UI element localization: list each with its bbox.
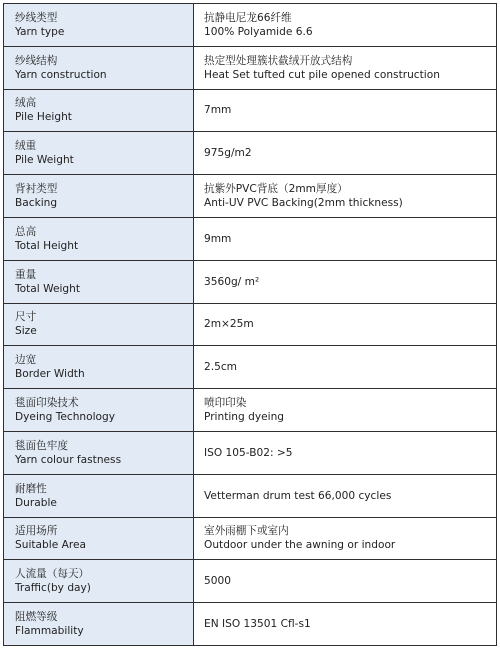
spec-value-line: 5000 xyxy=(204,575,231,588)
spec-label-en: Border Width xyxy=(15,368,85,381)
spec-row xyxy=(4,560,497,603)
spec-value-line: Vetterman drum test 66,000 cycles xyxy=(204,489,392,502)
spec-value-cell xyxy=(194,517,497,560)
spec-value-cell xyxy=(194,303,497,346)
spec-value-line: Heat Set tufted cut pile opened construction xyxy=(204,68,440,81)
spec-value-cell xyxy=(194,217,497,260)
spec-row xyxy=(4,474,497,517)
spec-label-en: Durable xyxy=(15,496,57,509)
spec-value-cell xyxy=(194,560,497,603)
spec-value-line: 100% Polyamide 6.6 xyxy=(204,25,313,38)
spec-value-cell xyxy=(194,4,497,47)
spec-value-line: 喷印印染 xyxy=(204,397,247,410)
spec-table xyxy=(3,3,497,646)
spec-label-cn: 背衬类型 xyxy=(15,183,58,196)
spec-label-cn: 绒重 xyxy=(15,140,37,153)
spec-value-cell xyxy=(194,46,497,89)
spec-label-en: Pile Height xyxy=(15,111,72,124)
spec-label-cell xyxy=(4,389,194,432)
spec-label-cell xyxy=(4,132,194,175)
spec-value-line: Outdoor under the awning or indoor xyxy=(204,539,396,552)
spec-value-line: 2.5cm xyxy=(204,361,237,374)
spec-label-cell xyxy=(4,603,194,646)
spec-value-line: 7mm xyxy=(204,104,232,117)
spec-value-cell xyxy=(194,175,497,218)
spec-label-cn: 纱线类型 xyxy=(15,11,58,24)
spec-label-en: Yarn colour fastness xyxy=(15,453,122,466)
spec-row xyxy=(4,260,497,303)
spec-label-cn: 纱线结构 xyxy=(15,54,58,67)
spec-value-cell xyxy=(194,603,497,646)
spec-row xyxy=(4,46,497,89)
spec-label-en: Size xyxy=(15,325,37,338)
spec-value-cell xyxy=(194,132,497,175)
spec-row xyxy=(4,89,497,132)
spec-row xyxy=(4,303,497,346)
spec-value-line: 抗静电尼龙66纤维 xyxy=(204,11,292,24)
spec-label-cell xyxy=(4,217,194,260)
spec-row xyxy=(4,346,497,389)
spec-value-line: 抗紫外PVC背底（2mm厚度） xyxy=(204,183,348,196)
spec-label-cell xyxy=(4,474,194,517)
spec-label-en: Flammability xyxy=(15,625,84,638)
spec-value-line: 975g/m2 xyxy=(204,147,252,160)
spec-value-line: 热定型处理簇状截绒开放式结构 xyxy=(204,54,353,67)
spec-row xyxy=(4,603,497,646)
spec-label-cn: 尺寸 xyxy=(15,311,37,324)
spec-value-line: EN ISO 13501 Cfl-s1 xyxy=(204,618,311,631)
spec-label-en: Dyeing Technology xyxy=(15,411,116,424)
spec-label-cn: 阻燃等级 xyxy=(15,611,58,624)
spec-value-cell xyxy=(194,474,497,517)
spec-label-en: Total Weight xyxy=(15,282,81,295)
spec-label-cn: 重量 xyxy=(15,268,37,281)
spec-label-cn: 绒高 xyxy=(15,97,37,110)
spec-row xyxy=(4,431,497,474)
spec-value-cell xyxy=(194,431,497,474)
spec-label-cell xyxy=(4,4,194,47)
spec-label-en: Pile Weight xyxy=(15,154,74,167)
spec-value-cell xyxy=(194,89,497,132)
spec-label-cn: 耐磨性 xyxy=(15,482,47,495)
spec-value-line: Printing dyeing xyxy=(204,411,285,424)
spec-label-cn: 人流量（每天） xyxy=(15,568,90,581)
spec-label-cell xyxy=(4,175,194,218)
spec-row xyxy=(4,217,497,260)
spec-value-line: 3560g/ m² xyxy=(204,275,260,288)
spec-row xyxy=(4,389,497,432)
spec-label-en: Yarn type xyxy=(15,25,65,38)
spec-label-en: Yarn construction xyxy=(15,68,107,81)
spec-label-cn: 毯面色牢度 xyxy=(15,439,68,452)
spec-label-cell xyxy=(4,303,194,346)
spec-label-en: Suitable Area xyxy=(15,539,86,552)
spec-label-en: Traffic(by day) xyxy=(15,582,91,595)
spec-label-en: Backing xyxy=(15,197,58,210)
spec-row xyxy=(4,175,497,218)
spec-value-cell xyxy=(194,389,497,432)
spec-label-cn: 边宽 xyxy=(15,354,37,367)
spec-value-cell xyxy=(194,346,497,389)
spec-row xyxy=(4,132,497,175)
spec-row xyxy=(4,4,497,47)
spec-row xyxy=(4,517,497,560)
spec-label-cell xyxy=(4,46,194,89)
spec-label-cell xyxy=(4,89,194,132)
spec-label-cn: 总高 xyxy=(15,225,37,238)
spec-value-cell xyxy=(194,260,497,303)
spec-value-line: 室外雨棚下或室内 xyxy=(204,525,289,538)
spec-label-cell xyxy=(4,260,194,303)
spec-label-cell xyxy=(4,346,194,389)
spec-label-en: Total Height xyxy=(15,239,79,252)
spec-label-cell xyxy=(4,431,194,474)
spec-label-cell xyxy=(4,517,194,560)
spec-label-cn: 适用场所 xyxy=(15,525,58,538)
spec-label-cn: 毯面印染技术 xyxy=(15,397,79,410)
spec-value-line: ISO 105-B02: >5 xyxy=(204,446,293,459)
spec-value-line: 9mm xyxy=(204,232,232,245)
spec-table-body xyxy=(4,4,497,646)
spec-value-line: Anti-UV PVC Backing(2mm thickness) xyxy=(204,197,403,210)
spec-label-cell xyxy=(4,560,194,603)
spec-value-line: 2m×25m xyxy=(204,318,254,331)
